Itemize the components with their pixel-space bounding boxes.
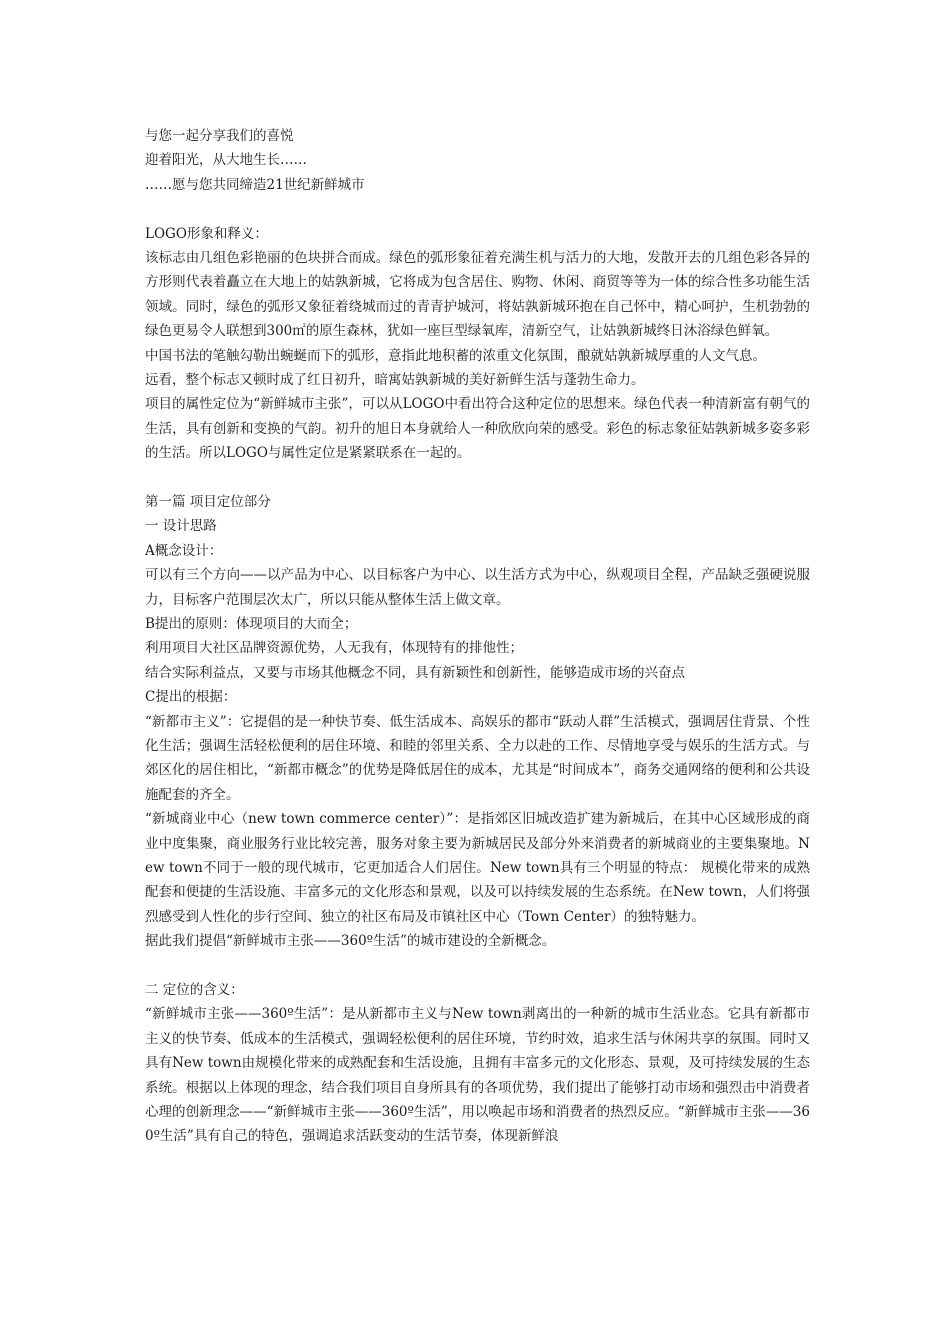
basis-heading: C提出的根据：	[145, 689, 237, 706]
spacer	[145, 197, 810, 221]
spacer	[145, 954, 810, 978]
intro-line-3: ……愿与您共同缔造21世纪新鲜城市	[145, 176, 365, 193]
intro-line-1: 与您一起分享我们的喜悦	[145, 128, 294, 144]
concept-paragraph: 可以有三个方向——以产品为中心、以目标客户为中心、以生活方式为中心，纵观项目全程，产品缺乏强硬说服力，目标客户范围层次太广，所以只能从整体生活上做文章。	[145, 567, 810, 608]
logo-paragraph-3: 远看，整个标志又顿时成了红日初升，暗寓姑孰新城的美好新鲜生活与蓬勃生命力。	[145, 371, 645, 388]
logo-heading: LOGO形象和释义：	[145, 225, 268, 242]
principle-heading: B提出的原则：体现项目的大而全；	[145, 615, 358, 632]
intro-line-2: 迎着阳光，从大地生长……	[145, 152, 307, 169]
principle-paragraph-2: 结合实际利益点，又要与市场其他概念不同，具有新颖性和创新性，能够造成市场的兴奋点	[145, 664, 685, 681]
principle-paragraph-1: 利用项目大社区品牌资源优势，人无我有，体现特有的排他性；	[145, 640, 523, 657]
concept-heading: A概念设计：	[145, 542, 223, 559]
spacer	[145, 466, 810, 490]
basis-paragraph-2: “新城商业中心（new town commerce center）”：是指郊区旧城改造扩建为新城后，在其中心区域形成的商业中度集聚，商业服务行业比较完善，服务对象主要为新城居民及部分外来消费者的新城商业的主要集聚地。New town不同于一般的现代城市，它更加适合人们居住。New town具有三个明显的特点： 规模化带来的成熟配套和便捷的生活设施、丰富多元的文化形态和景观，以及可以持续发展的生态系统。在New town，人们将强烈感受到人性化的步行空间、独立的社区布局及市镇社区中心（Town Center）的独特魅力。	[145, 811, 810, 925]
logo-paragraph-1: 该标志由几组色彩艳丽的色块拼合而成。绿色的弧形象征着充满生机与活力的大地，发散开去的几组色彩各异的方形则代表着矗立在大地上的姑孰新城，它将成为包含居住、购物、休闲、商贸等等为一体的综合性多功能生活领域。同时，绿色的弧形又象征着绕城而过的青青护城河，将姑孰新城环抱在自己怀中，精心呵护，生机勃勃的绿色更易令人联想到300㎡的原生森林，犹如一座巨型绿氧库，清新空气，让姑孰新城终日沐浴绿色鲜氧。	[145, 249, 810, 340]
section-2-heading: 二 定位的含义：	[145, 982, 244, 999]
logo-paragraph-4: 项目的属性定位为“新鲜城市主张”，可以从LOGO中看出符合这种定位的思想来。绿色代表一种清新富有朝气的生活，具有创新和变换的气韵。初升的旭日本身就给人一种欣欣向荣的感受。彩色的标志象征姑孰新城多姿多彩的生活。所以LOGO与属性定位是紧紧联系在一起的。	[145, 396, 810, 462]
section-2-paragraph: “新鲜城市主张——360º生活”：是从新都市主义与New town剥离出的一种新的城市生活业态。它具有新都市主义的快节奏、低成本的生活模式，强调轻松便利的居住环境，节约时效，追求生活与休闲共享的氛围。同时又具有New town由规模化带来的成熟配套和生活设施，且拥有丰富多元的文化形态、景观，及可持续发展的生态系统。根据以上体现的理念，结合我们项目自身所具有的各项优势，我们提出了能够打动市场和强烈击中消费者心理的创新理念——“新鲜城市主张——360º生活”，用以唤起市场和消费者的热烈反应。“新鲜城市主张——360º生活”具有自己的特色，强调追求活跃变动的生活节奏，体现新鲜浪	[145, 1006, 810, 1145]
section-1-heading: 一 设计思路	[145, 518, 217, 535]
document-page	[145, 124, 810, 1149]
part1-title: 第一篇 项目定位部分	[145, 494, 271, 510]
logo-paragraph-2: 中国书法的笔触勾勒出蜿蜒而下的弧形，意指此地积蓄的浓重文化氛围，酿就姑孰新城厚重的人文气息。	[145, 347, 766, 364]
basis-paragraph-3: 据此我们提倡“新鲜城市主张——360º生活”的城市建设的全新概念。	[145, 933, 556, 950]
basis-paragraph-1: “新都市主义”：它提倡的是一种快节奏、低生活成本、高娱乐的都市“跃动人群”生活模式，强调居住背景、个性化生活；强调生活轻松便利的居住环境、和睦的邻里关系、全力以赴的工作、尽情地享受与娱乐的生活方式。与郊区化的居住相比，“新都市概念”的优势是降低居住的成本，尤其是“时间成本”，商务交通网络的便利和公共设施配套的齐全。	[145, 713, 810, 803]
